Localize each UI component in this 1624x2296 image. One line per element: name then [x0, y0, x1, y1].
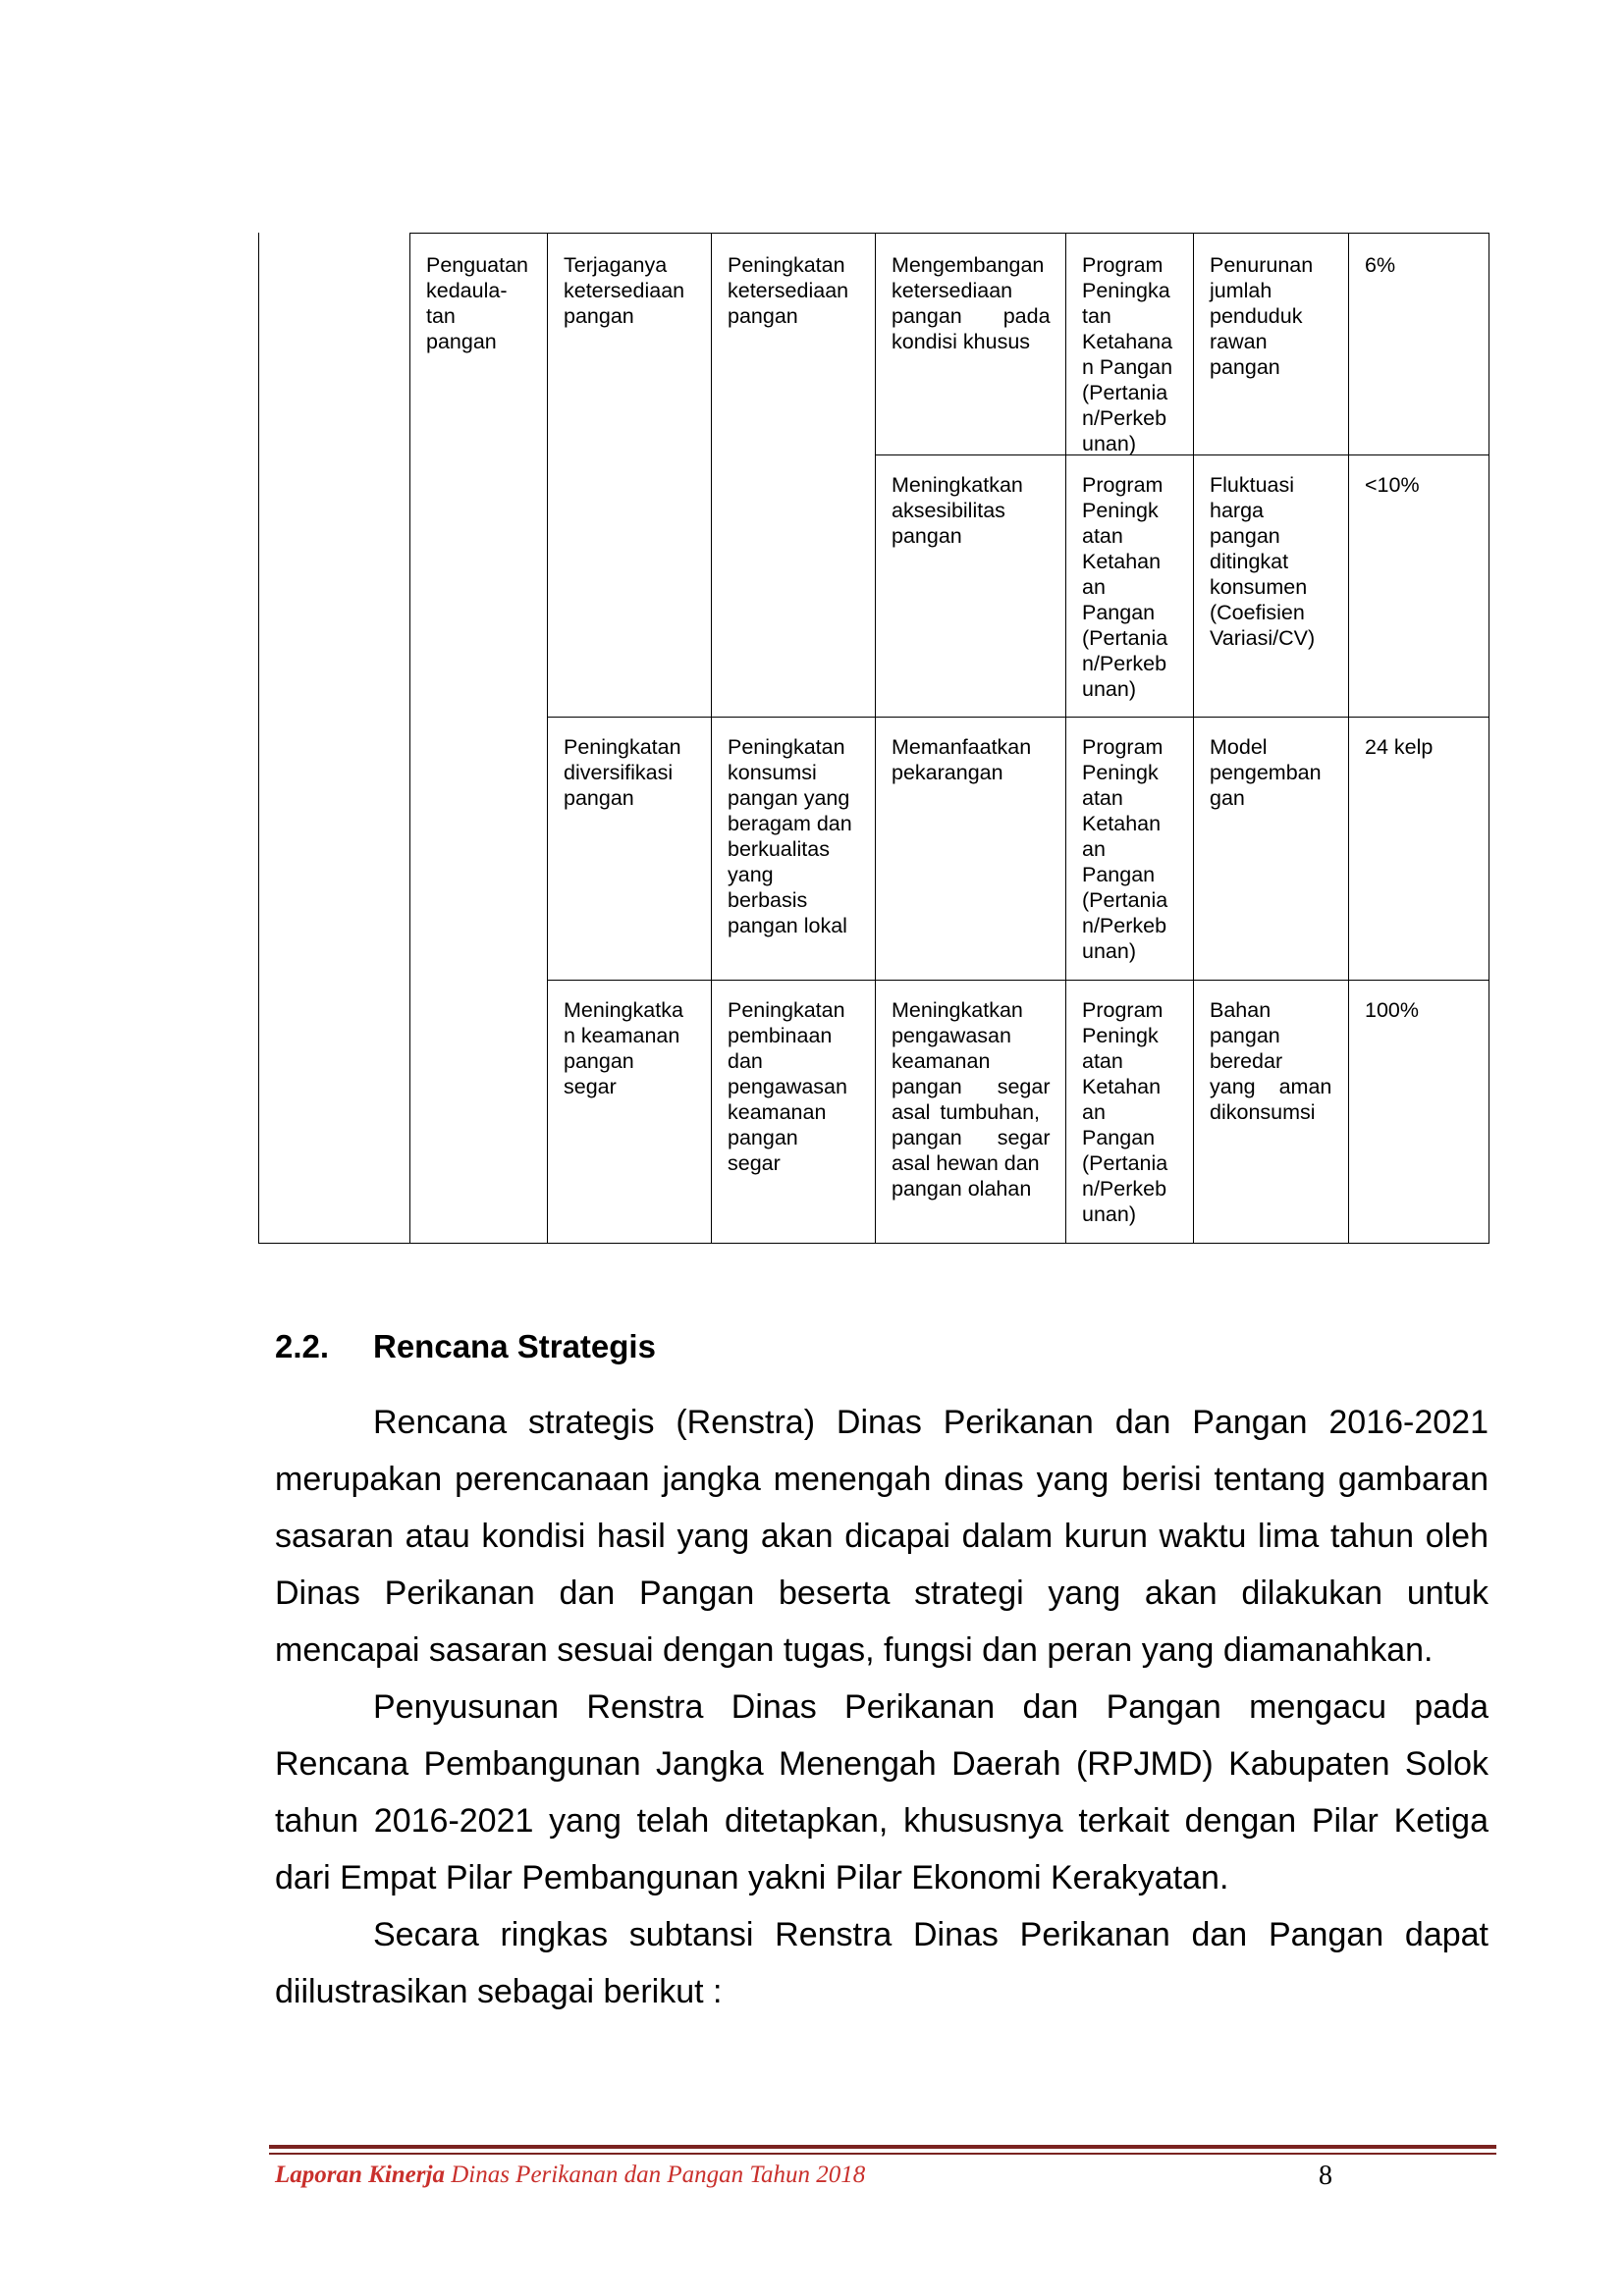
cell-sasaran: [564, 734, 701, 811]
cell-line: Peningkatan: [728, 998, 845, 1022]
cell-sasaran: [564, 252, 701, 329]
cell-line: an: [1082, 1100, 1106, 1124]
cell-line: 6%: [1365, 253, 1396, 277]
cell-line: berbasis: [728, 888, 808, 912]
cell-line: pangan: [564, 304, 634, 328]
cell-line: segar: [564, 1075, 617, 1098]
cell-indikator: [1210, 252, 1342, 380]
cell-line: harga: [1210, 499, 1264, 522]
cell-strategi: [728, 997, 865, 1176]
cell-line: asal tumbuhan,: [892, 1100, 1041, 1124]
cell-line: unan): [1082, 432, 1136, 455]
cell-line: Ketahan: [1082, 1075, 1162, 1098]
footer-label: [275, 2162, 865, 2189]
cell-line: n/Perkeb: [1082, 406, 1167, 430]
cell-line: pembinaan: [728, 1024, 833, 1047]
body-paragraph: [275, 1679, 1489, 1906]
cell-sasaran: [564, 997, 701, 1099]
cell-line: Penurunan: [1210, 253, 1314, 277]
cell-line: aksesibilitas: [892, 499, 1005, 522]
cell-line: Pangan: [1082, 601, 1156, 624]
table-rule: [409, 233, 410, 1244]
cell-arah-kebijakan: [892, 472, 1055, 549]
footer-rule: [269, 2153, 1496, 2155]
page-number: 8: [1319, 2161, 1332, 2191]
cell-line: Pangan: [1082, 863, 1156, 886]
cell-line: n Pangan: [1082, 355, 1173, 379]
cell-line: unan): [1082, 677, 1136, 701]
cell-strategi: [728, 252, 865, 329]
section-number: 2.2.: [275, 1328, 330, 1364]
table-rule: [547, 980, 1489, 981]
cell-line: gan: [1210, 786, 1245, 810]
table-rule: [547, 717, 1489, 718]
cell-target: [1365, 252, 1395, 278]
cell-line: pangan segar: [892, 1126, 1051, 1149]
cell-line: pangan: [728, 1126, 798, 1149]
cell-line: dikonsumsi: [1210, 1100, 1316, 1124]
cell-line: pangan lokal: [728, 914, 847, 937]
cell-indikator: [1210, 997, 1342, 1125]
table-rule: [711, 233, 712, 1244]
table-rule: [258, 1243, 1489, 1244]
cell-line: atan: [1082, 786, 1123, 810]
cell-line: pangan olahan: [892, 1177, 1032, 1201]
cell-line: kedaula-: [426, 279, 508, 302]
cell-line: Meningkatkan: [892, 998, 1023, 1022]
table-rule: [1193, 233, 1194, 1244]
cell-arah-kebijakan: [892, 997, 1055, 1201]
cell-line: n/Perkeb: [1082, 652, 1167, 675]
cell-line: n/Perkeb: [1082, 1177, 1167, 1201]
cell-target: [1365, 997, 1419, 1023]
cell-line: Peningka: [1082, 279, 1170, 302]
cell-line: tan: [426, 304, 456, 328]
cell-line: pangan yang: [728, 786, 850, 810]
cell-strategi: [728, 734, 865, 938]
cell-line: pengemban: [1210, 761, 1322, 784]
cell-line: an: [1082, 837, 1106, 861]
cell-line: Peningk: [1082, 499, 1159, 522]
body-paragraph: [275, 1394, 1489, 1679]
table-rule: [875, 233, 876, 1244]
cell-line: penduduk: [1210, 304, 1303, 328]
cell-line: ketersediaan: [892, 279, 1013, 302]
cell-line: Penguatan: [426, 253, 529, 277]
cell-line: Program: [1082, 253, 1164, 277]
renstra-table: [258, 233, 1489, 1244]
cell-line: Fluktuasi: [1210, 473, 1295, 497]
cell-line: Bahan: [1210, 998, 1272, 1022]
cell-line: Ketahana: [1082, 330, 1173, 353]
paragraph-text: Secara ringkas subtansi Renstra Dinas Perikanan dan Pangan dapat diilustrasikan sebagai berikut :: [275, 1916, 1489, 2010]
cell-line: Program: [1082, 473, 1164, 497]
cell-arah-kebijakan: [892, 252, 1055, 354]
cell-line: pangan: [564, 786, 634, 810]
cell-line: asal hewan dan: [892, 1151, 1040, 1175]
table-rule: [1065, 233, 1066, 1244]
cell-line: Program: [1082, 998, 1164, 1022]
cell-line: ketersediaan: [728, 279, 849, 302]
footer-label-bold: Laporan Kinerja: [275, 2162, 445, 2188]
cell-line: 100%: [1365, 998, 1419, 1022]
section-title: Rencana Strategis: [373, 1328, 656, 1364]
cell-line: (Coefisien: [1210, 601, 1305, 624]
cell-arah-kebijakan: [892, 734, 1055, 785]
cell-line: Model: [1210, 735, 1268, 759]
cell-tujuan: [426, 252, 528, 354]
cell-line: Ketahan: [1082, 812, 1162, 835]
table-rule: [409, 233, 1489, 234]
cell-line: Memanfaatkan: [892, 735, 1032, 759]
table-rule: [258, 233, 259, 1244]
cell-line: pengawasan: [728, 1075, 847, 1098]
cell-line: (Pertania: [1082, 888, 1168, 912]
cell-line: ditingkat: [1210, 550, 1289, 573]
cell-line: atan: [1082, 1049, 1123, 1073]
cell-line: pangan: [564, 1049, 634, 1073]
cell-line: Peningk: [1082, 1024, 1159, 1047]
cell-line: unan): [1082, 1202, 1136, 1226]
table-rule: [547, 233, 548, 1244]
cell-line: beragam dan: [728, 812, 852, 835]
body-paragraph: [275, 1906, 1489, 2020]
cell-line: pangan segar: [892, 1075, 1051, 1098]
cell-line: berkualitas: [728, 837, 830, 861]
cell-line: tan: [1082, 304, 1111, 328]
cell-line: pangan: [892, 524, 962, 548]
cell-line: (Pertania: [1082, 626, 1168, 650]
cell-line: Pangan: [1082, 1126, 1156, 1149]
cell-line: pangan: [426, 330, 497, 353]
cell-indikator: [1210, 472, 1342, 651]
cell-line: Program: [1082, 735, 1164, 759]
cell-line: Peningkatan: [728, 253, 845, 277]
cell-line: <10%: [1365, 473, 1420, 497]
cell-line: pangan: [728, 304, 798, 328]
cell-line: pangan: [1210, 355, 1280, 379]
cell-line: dan: [728, 1049, 763, 1073]
table-rule: [1348, 233, 1349, 1244]
cell-line: konsumsi: [728, 761, 817, 784]
cell-line: pangan pada: [892, 304, 1051, 328]
cell-line: Variasi/CV): [1210, 626, 1316, 650]
cell-line: konsumen: [1210, 575, 1308, 599]
cell-program: [1082, 997, 1190, 1227]
paragraph-text: Penyusunan Renstra Dinas Perikanan dan Pangan mengacu pada Rencana Pembangunan Jangka Menengah Daerah (RPJMD) Kabupaten Solok tahun 2016-2021 yang telah ditetapkan, khususnya terkait dengan Pilar Ketiga dari Empat Pilar Pembangunan yakni Pilar Ekonomi Kerakyatan.: [275, 1688, 1489, 1896]
cell-line: diversifikasi: [564, 761, 674, 784]
cell-line: unan): [1082, 939, 1136, 963]
cell-line: pangan: [1210, 524, 1280, 548]
cell-line: 24 kelp: [1365, 735, 1434, 759]
cell-line: jumlah: [1210, 279, 1272, 302]
cell-line: Peningkatan: [728, 735, 845, 759]
cell-line: Terjaganya: [564, 253, 668, 277]
cell-line: (Pertania: [1082, 381, 1168, 404]
cell-line: (Pertania: [1082, 1151, 1168, 1175]
cell-line: n keamanan: [564, 1024, 680, 1047]
cell-line: Peningk: [1082, 761, 1159, 784]
cell-line: Ketahan: [1082, 550, 1162, 573]
cell-line: n/Perkeb: [1082, 914, 1167, 937]
cell-line: an: [1082, 575, 1106, 599]
cell-line: pekarangan: [892, 761, 1003, 784]
footer-label-rest: Dinas Perikanan dan Pangan Tahun 2018: [451, 2162, 866, 2188]
cell-line: rawan: [1210, 330, 1268, 353]
cell-line: pangan: [1210, 1024, 1280, 1047]
cell-line: Meningkatka: [564, 998, 683, 1022]
cell-line: Meningkatkan: [892, 473, 1023, 497]
cell-line: beredar: [1210, 1049, 1283, 1073]
cell-target: [1365, 734, 1433, 760]
paragraph-text: Rencana strategis (Renstra) Dinas Perikanan dan Pangan 2016-2021 merupakan perencanaan jangka menengah dinas yang berisi tentang gambaran sasaran atau kondisi hasil yang akan dicapai dalam kurun waktu lima tahun oleh Dinas Perikanan dan Pangan beserta strategi yang akan dilakukan untuk mencapai sasaran sesuai dengan tugas, fungsi dan peran yang diamanahkan.: [275, 1404, 1489, 1669]
cell-line: atan: [1082, 524, 1123, 548]
cell-line: keamanan: [728, 1100, 827, 1124]
cell-program: [1082, 734, 1190, 964]
cell-line: Peningkatan: [564, 735, 681, 759]
cell-line: segar: [728, 1151, 781, 1175]
footer-rule: [269, 2145, 1496, 2149]
cell-line: kondisi khusus: [892, 330, 1031, 353]
cell-line: yang aman: [1210, 1075, 1332, 1098]
cell-target: [1365, 472, 1420, 498]
cell-line: Mengembangan: [892, 253, 1045, 277]
cell-program: [1082, 472, 1190, 702]
cell-line: ketersediaan: [564, 279, 685, 302]
cell-line: pengawasan: [892, 1024, 1011, 1047]
cell-program: [1082, 252, 1190, 456]
cell-indikator: [1210, 734, 1342, 811]
cell-line: keamanan: [892, 1049, 991, 1073]
cell-line: yang: [728, 863, 774, 886]
